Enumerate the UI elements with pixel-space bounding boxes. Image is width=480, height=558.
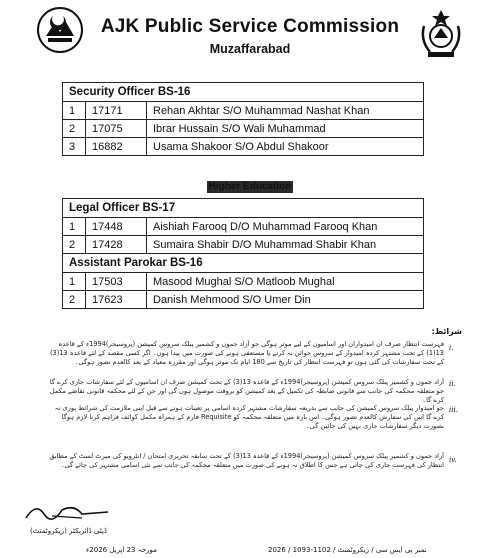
- conditions-heading: شرائط:: [431, 327, 462, 336]
- serial-number: 3: [63, 138, 86, 156]
- roll-number: 17428: [86, 236, 147, 254]
- table-row: [63, 218, 424, 236]
- issue-date: مورخہ 23 اپریل 2026ء: [86, 546, 157, 554]
- candidate-name: Danish Mehmood S/O Umer Din: [147, 291, 424, 309]
- note-marker: iii.: [449, 406, 458, 414]
- serial-number: 2: [63, 120, 86, 138]
- table-row: [63, 236, 424, 254]
- section-heading: Security Officer BS-16: [63, 83, 424, 102]
- security-officer-table: [62, 82, 424, 156]
- note-text: جو امیدوار پبلک سروس کمیشن کی جانب سے بذریعہ سفارشات مشتہر کردہ اسامی پر تعینات ہونے سے قبل اپنی ملازمت کی شرائط پوری نہ کرے گا اس کی سفارش کالعدم تصور ہوگی۔ اس بارہ میں متعلقہ محکمہ کو Requisite فارم کے ہمراہ مکمل کوائف فراہم کرنا لازم ہوگا بصورت دیگر سفارشات جاری نہیں کی جائیں گی۔: [54, 404, 444, 431]
- department-label: Higher Education: [208, 181, 292, 192]
- note-text: فہرست انتظار صرف ان امیدواران اور اسامیوں کے لیے موثر ہوگی جو آزاد جموں و کشمیر پبلک سروس کمیشن (پروسیجر)1994ء کے قاعدہ 13(1) کے تحت مشتہر کردہ امیدوار کے سروس جوائن نہ کرنے یا مستعفی ہونے کی صورت میں پیدا ہوں۔ اگر کسی مقصد کے لئے قاعدہ 13(3) کے تحت سفارشات کی گئی ہوں تو فہرست انتظار کی تاریخ سے 180 ایام تک موثر ہوگی اور مقررہ معیاد کے بعد کالعدم تصور ہوگی۔: [49, 340, 444, 367]
- serial-number: 1: [63, 102, 86, 120]
- serial-number: 1: [63, 273, 86, 291]
- legal-officer-table: [62, 198, 424, 309]
- roll-number: 17075: [86, 120, 147, 138]
- table-row: [63, 138, 424, 156]
- candidate-name: Usama Shakoor S/O Abdul Shakoor: [147, 138, 424, 156]
- candidate-name: Masood Mughal S/O Matloob Mughal: [147, 273, 424, 291]
- note-marker: iv.: [449, 456, 457, 464]
- note-text: آزاد جموں و کشمیر پبلک سروس کمیشن (پروسیجر)1994ء کے قاعدہ 13(3) کے تحت کمیشن صرف ان اسامیوں کے لئے سفارشات جاری کرے گا جو متعلقہ محکمہ کی جانب سے قانونی ضابطہ کی تکمیل کے بعد کمیشن کو بروقت موصول ہوں گی اور جن کے لئے محکمہ قانونی تقاضے مکمل کرے گا۔: [49, 378, 444, 405]
- roll-number: 17171: [86, 102, 147, 120]
- candidate-name: Ibrar Hussain S/O Wali Muhammad: [147, 120, 424, 138]
- candidate-name: Sumaira Shabir D/O Muhammad Shabir Khan: [147, 236, 424, 254]
- candidate-name: Rehan Akhtar S/O Muhammad Nashat Khan: [147, 102, 424, 120]
- letterhead: [0, 0, 480, 78]
- roll-number: 17448: [86, 218, 147, 236]
- note-marker: i.: [449, 344, 454, 352]
- table-row: [63, 102, 424, 120]
- commission-subtitle: Muzaffarabad: [209, 42, 291, 56]
- roll-number: 17623: [86, 291, 147, 309]
- section-heading: Legal Officer BS-17: [63, 199, 424, 218]
- serial-number: 2: [63, 291, 86, 309]
- serial-number: 2: [63, 236, 86, 254]
- serial-number: 1: [63, 218, 86, 236]
- table-row: [63, 120, 424, 138]
- candidate-name: Aishiah Farooq D/O Muhammad Farooq Khan: [147, 218, 424, 236]
- section-heading: Assistant Parokar BS-16: [63, 254, 424, 273]
- roll-number: 17503: [86, 273, 147, 291]
- table-row: [63, 273, 424, 291]
- table-row: [63, 291, 424, 309]
- commission-title: AJK Public Service Commission: [100, 16, 400, 37]
- roll-number: 16882: [86, 138, 147, 156]
- signatory-title: ڈپٹی ڈائریکٹر (ریکروٹمنٹ): [30, 527, 108, 535]
- ajk-state-emblem-icon: [416, 6, 466, 62]
- ajk-crescent-mountain-emblem-icon: [36, 6, 84, 54]
- note-marker: ii.: [449, 380, 456, 388]
- reference-number: نمبر پی ایس سی / ریکروٹمنٹ / 1102-1093 / 2026: [268, 546, 427, 554]
- signature-mark: [22, 496, 112, 528]
- note-text: آزاد جموں و کشمیر پبلک سروس کمیشن (پروسیجر)1994ء کے قاعدہ 13(3) کے تحت سابقہ تحریری امتحان / انٹرویو کی میرٹ لسٹ کے مطابق انتظار کی فہرست جاری کی جاتی ہے جس کا اطلاق نہ ہونے کی صورت میں متعلقہ محکمہ کی جانب سے نئی اسامی مشتہر کی جائے گی۔: [49, 452, 444, 470]
